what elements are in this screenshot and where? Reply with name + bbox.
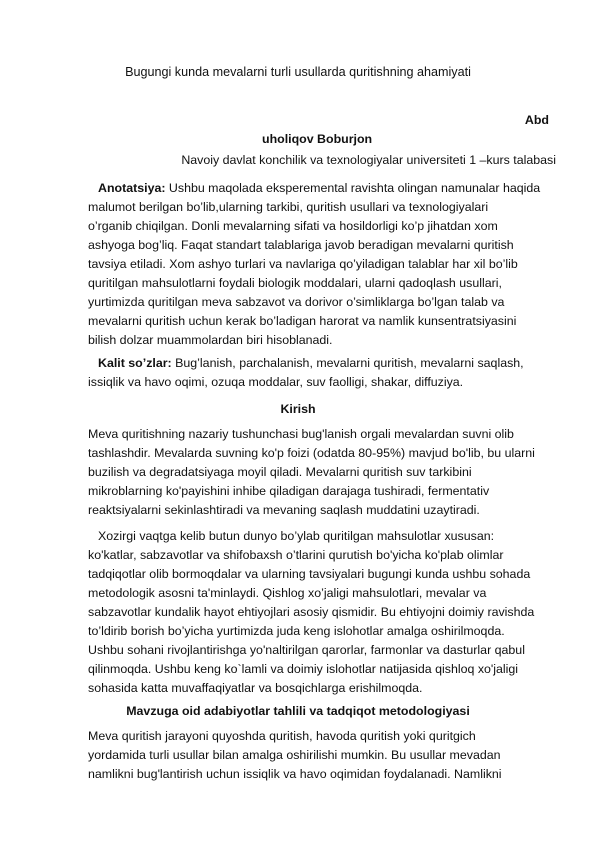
- author-affiliation: Navoiy davlat konchilik va texnologiyalar universiteti 1 –kurs talabasi: [181, 153, 556, 167]
- methods-paragraph: [88, 727, 558, 784]
- body-line: sohasida katta muvaffaqiyatlar va bosqichlarga erishilmoqda.: [88, 681, 423, 695]
- body-line: Xozirgi vaqtga kelib butun dunyo bo’ylab quritilgan mahsulotlar xususan:: [98, 529, 495, 543]
- body-line: Meva quritish jarayoni quyoshda quritish, havoda quritish yoki quritgich: [88, 729, 476, 743]
- body-line: Meva quritishning nazariy tushunchasi bug'lanish orgali mevalardan suvni olib: [88, 427, 514, 441]
- body-line: sabzavotlar kundalik hayot ehtiyojlari asosiy qismidir. Bu ehtiyojni doimiy ravishda: [88, 605, 535, 619]
- body-line: metodologik asosni ta'minlaydi. Qishlog xo’jaligi mahsulotlari, mevalar va: [88, 586, 487, 600]
- body-line: ko'katlar, sabzavotlar va shifobaxsh o’tlarini qurutish bo'yicha ko'plab olimlar: [88, 548, 504, 562]
- intro-paragraph-1: [88, 425, 558, 520]
- abstract-line: quritilgan mahsulotlarni foydali biologik moddalari, ularni qadoqlash usullari,: [88, 276, 502, 290]
- body-line: buzilish va degradatsiyaga moyil qiladi. Mevalarni quritish suv tarkibini: [88, 465, 472, 479]
- abstract-line: mevalarni quritish uchun kerak bo’ladigan harorat va namlik kunsentratsiyasini: [88, 314, 517, 328]
- abstract-line: bilish dolzar muammolardan biri hisoblanadi.: [88, 333, 333, 347]
- methods-heading: Mavzuga oid adabiyotlar tahlili va tadqiqot metodologiyasi: [126, 704, 470, 718]
- body-line: to’ldirib borish bo’yicha yurtimizda juda keng islohotlar amalga oshirilmoqda.: [88, 624, 505, 638]
- body-line: Ushbu sohani rivojlantirishga yo'naltirilgan qarorlar, farmonlar va dasturlar qabul: [88, 643, 525, 657]
- keywords-line: issiqlik va havo oqimi, ozuqa moddalar, suv faolligi, shakar, diffuziya.: [88, 375, 464, 389]
- body-line: qilinmoqda. Ushbu keng ko`lamli va doimiy islohotlar natijasida qishloq xo'jaligi: [88, 662, 519, 676]
- abstract-line: malumot berilgan bo’lib,ularning tarkibi, quritish usullari va texnologiyalari: [88, 200, 489, 214]
- author-name-part1: Abd: [524, 113, 549, 127]
- body-line: yordamida turli usullar bilan amalga oshirilishi mumkin. Bu usullar mevadan: [88, 748, 501, 762]
- abstract-line: o’rganib chiqilgan. Donli mevalarning sifati va hosildorligi ko’p jihatdan xom: [88, 219, 498, 233]
- body-line: mikroblarning ko'payishini inhibe qiladigan darajaga tushiradi, fermentativ: [88, 484, 490, 498]
- paper-title: Bugungi kunda mevalarni turli usullarda quritishning ahamiyati: [125, 65, 471, 79]
- body-line: tashlashdir. Mevalarda suvning ko'p foizi (odatda 80-95%) mavjud bo'lib, bu ularni: [88, 446, 535, 460]
- author-name-part2: uholiqov Boburjon: [262, 132, 373, 146]
- keywords-line: Kalit so’zlar: Bug’lanish, parchalanish, mevalarni quritish, mevalarni saqlash,: [98, 356, 524, 370]
- abstract-line: yurtimizda quritilgan meva sabzavot va dorivor o’simliklarga bo’lgan talab va: [88, 295, 505, 309]
- body-line: namlikni bug'lantirish uchun issiqlik va havo oqimidan foydalanadi. Namlikni: [88, 767, 502, 781]
- body-line: tadqiqotlar olib bormoqdalar va ularning tavsiyalari bugungi kunda ushbu sohada: [88, 567, 531, 581]
- keywords-section: [88, 354, 558, 392]
- intro-paragraph-2: [88, 527, 558, 698]
- abstract-line: Anotatsiya: Ushbu maqolada eksperemental ravishta olingan namunalar haqida: [98, 181, 541, 195]
- abstract-section: [88, 179, 558, 350]
- keywords-label: Kalit so’zlar:: [98, 356, 172, 370]
- abstract-label: Anotatsiya:: [98, 181, 166, 195]
- intro-heading: Kirish: [280, 402, 316, 416]
- abstract-line: tavsiya etiladi. Xom ashyo turlari va navlariga qo’yiladigan talablar har xil bo’lib: [88, 257, 518, 271]
- abstract-line: ashyoga bog’liq. Faqat standart talablariga javob beradigan mevalarni quritish: [88, 238, 514, 252]
- body-line: reaktsiyalarni sekinlashtiradi va mevaning saqlash muddatini uzaytiradi.: [88, 503, 480, 517]
